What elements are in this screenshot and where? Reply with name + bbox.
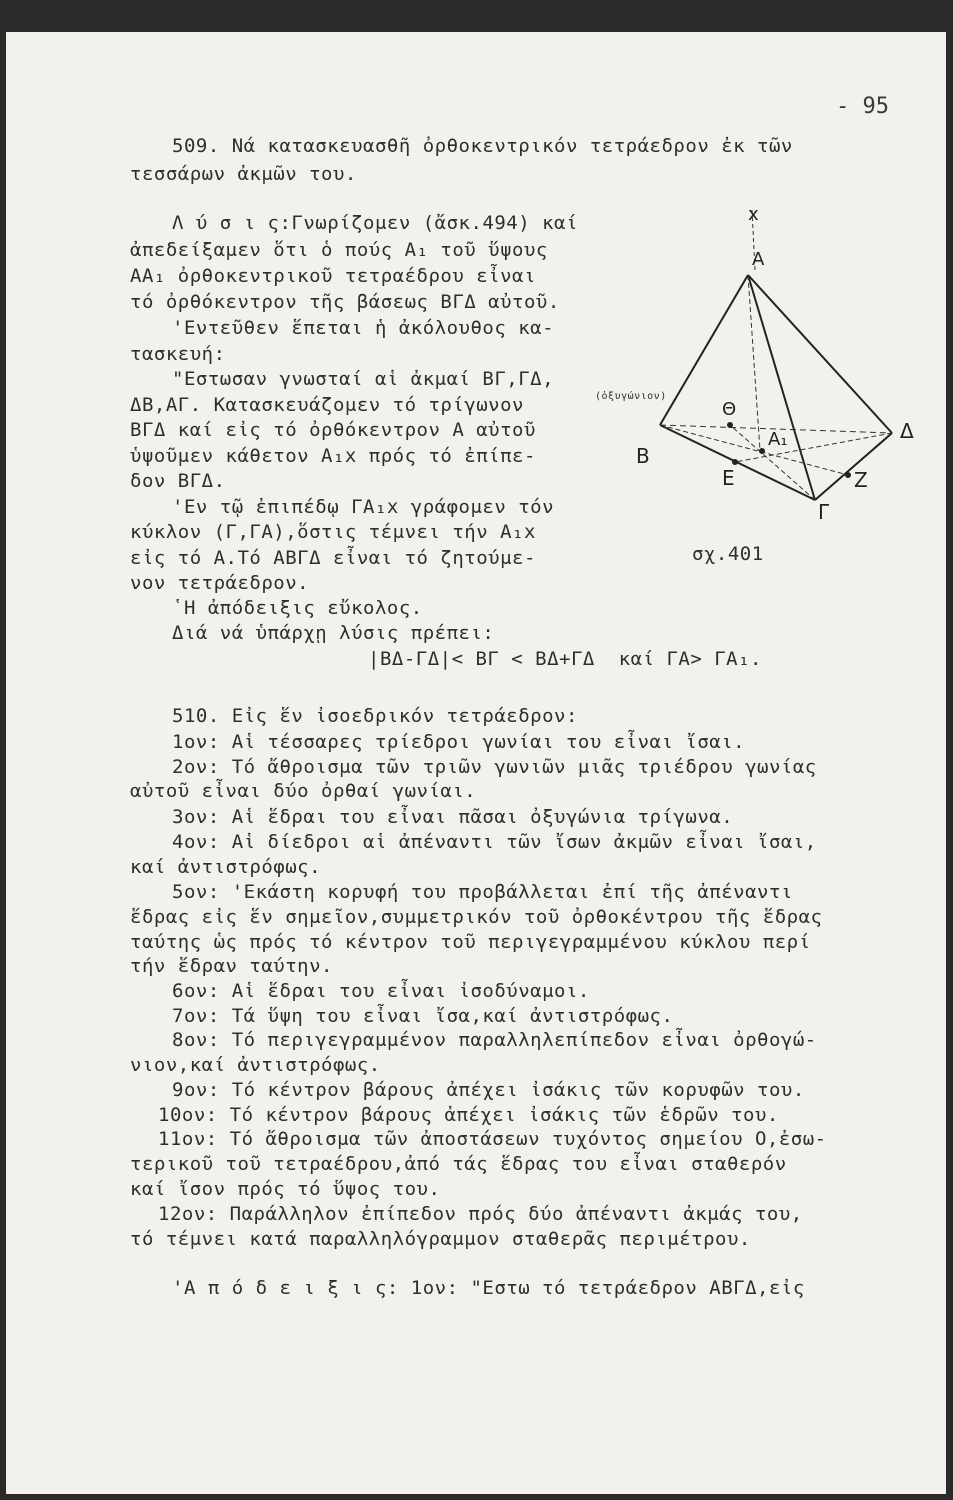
margin-note: (ὀξυγώνιον) <box>595 391 667 402</box>
tetrahedron-figure <box>630 195 930 545</box>
point-theta <box>727 422 733 428</box>
p509-line: τό ὀρθόκεντρον τῆς βάσεως ΒΓΔ αὐτοῦ. <box>130 291 560 313</box>
p510-line: 4ον: Αἱ δίεδροι αἱ ἀπέναντι τῶν ἴσων ἀκμῶν εἶναι ἴσαι, <box>172 831 817 853</box>
p509-condition: |ΒΔ-ΓΔ|< ΒΓ < ΒΔ+ΓΔ καί ΓΑ> ΓΑ₁. <box>368 648 762 670</box>
p510-line: ἕδρας εἰς ἕν σημεῖον,συμμετρικόν τοῦ ὀρθοκέντρου τῆς ἕδρας <box>130 906 823 928</box>
p509-line: "Εστωσαν γνωσταί αἱ ἀκμαί ΒΓ,ΓΔ, <box>172 368 555 390</box>
p509-line: κύκλον (Γ,ΓΑ),ὅστις τέμνει τήν Α₁x <box>130 521 536 543</box>
p510-line: καί ἀντιστρόφως. <box>130 856 322 878</box>
p510-line: 2ον: Τό ἄθροισμα τῶν τριῶν γωνιῶν μιᾶς τριέδρου γωνίας <box>172 756 817 778</box>
p509-line: εἰς τό Α.Τό ΑΒΓΔ εἶναι τό ζητούμε- <box>130 547 536 569</box>
p509-line: δον ΒΓΔ. <box>130 470 226 492</box>
p509-line: Διά νά ὑπάρχῃ λύσις πρέπει: <box>172 622 495 644</box>
proof-line: 'Α π ό δ ε ι ξ ι ς: 1ον: "Εστω τό τετράεδρον ΑΒΓΔ,εἰς <box>172 1277 805 1299</box>
figure-caption-text: σχ.401 <box>692 543 764 565</box>
p509-line: ΑΑ₁ ὀρθοκεντρικοῦ τετραέδρου εἶναι <box>130 265 536 287</box>
label-a: Α <box>752 249 765 270</box>
p510-line: καί ἴσον πρός τό ὕψος του. <box>130 1178 441 1200</box>
p509-line: ΒΓΔ καί εἰς τό ὀρθόκεντρον Α αὐτοῦ <box>130 419 536 441</box>
label-e: Ε <box>722 466 735 490</box>
edge-ag <box>748 275 815 500</box>
label-x: x <box>748 204 759 225</box>
p510-line: τό τέμνει κατά παραλληλόγραμμον σταθερᾶς περιμέτρου. <box>130 1228 751 1250</box>
p510-line: τερικοῦ τοῦ τετραέδρου,ἀπό τάς ἕδρας του εἶναι σταθερόν <box>130 1153 787 1175</box>
page-number: - 95 <box>836 94 889 119</box>
p509-line: 'Εν τῷ ἐπιπέδῳ ΓΑ₁x γράφομεν τόν <box>172 496 555 518</box>
p510-line: 12ον: Παράλληλον ἐπίπεδον πρός δύο ἀπέναντι ἀκμάς του, <box>158 1203 803 1225</box>
p510-line: 7ον: Τά ὕψη του εἶναι ἴσα,καί ἀντιστρόφως. <box>172 1005 674 1027</box>
p509-line: ὑψοῦμεν κάθετον Α₁x πρός τό ἐπίπε- <box>130 445 536 467</box>
p510-line: 6ον: Αἱ ἕδραι του εἶναι ἰσοδύναμοι. <box>172 980 590 1002</box>
label-delta: Δ <box>900 419 914 443</box>
edge-ad <box>748 275 892 433</box>
p509-line: Λ ύ σ ι ς:Γνωρίζομεν (ἄσκ.494) καί <box>172 212 578 234</box>
p510-line: 1ον: Αἱ τέσσαρες τρίεδροι γωνίαι του εἶναι ἴσαι. <box>172 731 746 753</box>
p510-line: αὐτοῦ εἶναι δύο ὀρθαί γωνίαι. <box>130 780 477 802</box>
label-a1: Α₁ <box>768 429 788 450</box>
p510-line: 3ον: Αἱ ἕδραι του εἶναι πᾶσαι ὀξυγώνια τρίγωνα. <box>172 806 734 828</box>
p509-line: ΔΒ,ΑΓ. Κατασκευάζομεν τό τρίγωνον <box>130 394 524 416</box>
altitude-line <box>748 275 760 450</box>
p510-line: νιον,καί ἀντιστρόφως. <box>130 1054 381 1076</box>
p509-line: τασκευή: <box>130 343 226 365</box>
p510-line: 8ον: Τό περιγεγραμμένον παραλληλεπίπεδον εἶναι ὀρθογώ- <box>172 1029 817 1051</box>
p510-line: 510. Εἰς ἕν ἰσοεδρικόν τετράεδρον: <box>172 705 578 727</box>
p510-line: 10ον: Τό κέντρον βάρους ἀπέχει ἰσάκις τῶν ἑδρῶν του. <box>158 1104 779 1126</box>
label-gamma: Γ <box>818 500 830 524</box>
point-e <box>732 459 738 465</box>
p509-line: τεσσάρων ἀκμῶν του. <box>130 163 357 185</box>
p510-line: τήν ἕδραν ταύτην. <box>130 955 333 977</box>
p509-line: 'Εντεῦθεν ἕπεται ἡ ἀκόλουθος κα- <box>172 317 555 339</box>
p509-line: ῾Η ἀπόδειξις εὔκολος. <box>172 597 423 619</box>
p510-line: 9ον: Τό κέντρον βάρους ἀπέχει ἰσάκις τῶν κορυφῶν του. <box>172 1079 805 1101</box>
altitude-bz <box>660 425 848 475</box>
p510-line: 5ον: 'Εκάστη κορυφή του προβάλλεται ἐπί τῆς ἀπέναντι <box>172 881 793 903</box>
label-z: Ζ <box>854 468 868 492</box>
point-a1 <box>759 448 765 454</box>
label-theta: Θ <box>722 399 737 420</box>
altitude-de <box>735 433 892 462</box>
p510-line: 11ον: Τό ἄθροισμα τῶν ἀποστάσεων τυχόντος σημείου Ο,ἐσω- <box>158 1128 827 1150</box>
point-z <box>845 472 851 478</box>
p509-line: ἀπεδείξαμεν ὅτι ὁ πούς Α₁ τοῦ ὕψους <box>130 239 548 261</box>
p510-line: ταύτης ὡς πρός τό κέντρον τοῦ περιγεγραμμένου κύκλου περί <box>130 931 811 953</box>
p509-line: νον τετράεδρον. <box>130 572 310 594</box>
p509-line: 509. Νά κατασκευασθῆ ὀρθοκεντρικόν τετράεδρον ἐκ τῶν <box>172 135 793 157</box>
label-b: Β <box>636 444 650 468</box>
